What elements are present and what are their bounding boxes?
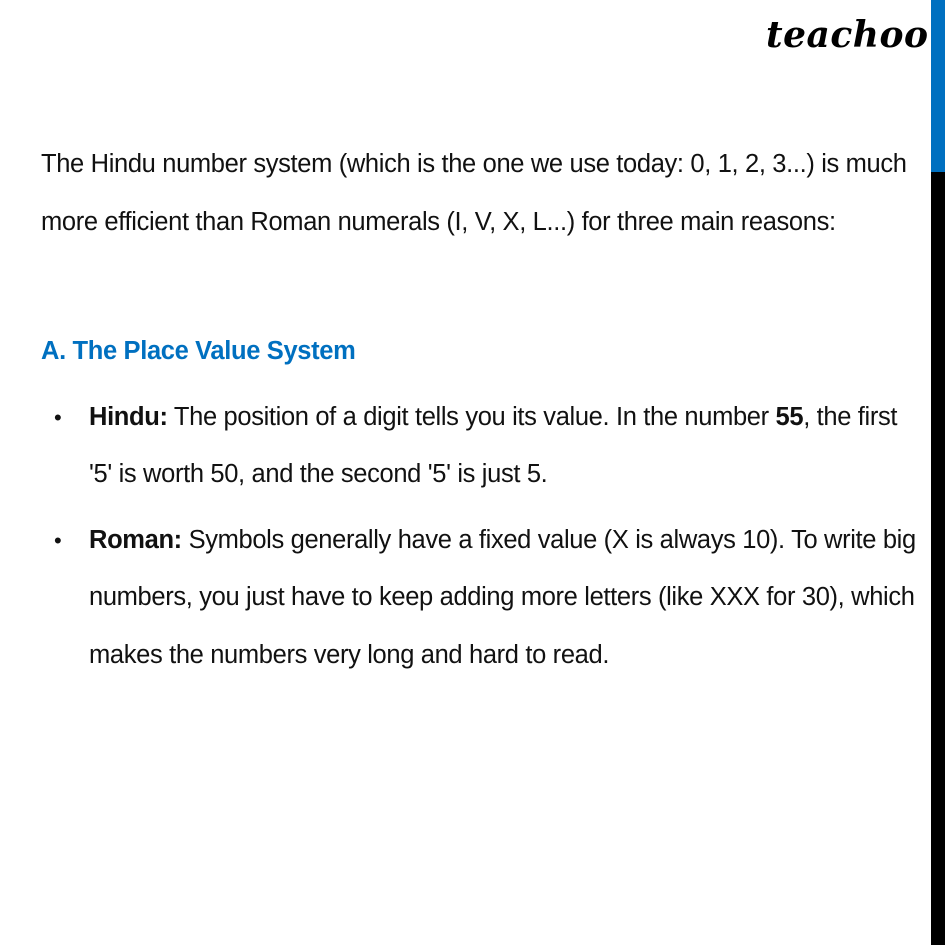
- bullet-highlight-number: 55: [775, 402, 804, 431]
- bullet-dot-icon: •: [54, 404, 62, 430]
- intro-paragraph: The Hindu number system (which is the one we use today: 0, 1, 2, 3...) is much more efficient than Roman numerals (I, V, X, L...) for three main reasons:: [41, 150, 907, 236]
- bullet-text: Symbols generally have a fixed value (X is always 10). To write big numbers, you just have to keep adding more letters (like XXX for 30), which makes the numbers very long and hard to read.: [89, 525, 916, 669]
- section-heading: A. The Place Value System: [41, 337, 356, 365]
- slide-content: [41, 136, 921, 692]
- slide-edge-bar: [931, 0, 945, 945]
- bullet-text: The position of a digit tells you its value. In the number: [167, 402, 776, 431]
- bullet-item-roman: [41, 512, 921, 685]
- bullet-text-continued: , the first '5' is worth 50, and the second '5' is just 5.: [89, 402, 898, 488]
- slide-edge-accent: [931, 0, 945, 172]
- bullet-label: Hindu:: [89, 402, 168, 431]
- bullet-list: [41, 389, 921, 685]
- teachoo-logo: teachoo: [766, 14, 929, 56]
- bullet-item-hindu: [41, 389, 921, 504]
- bullet-label: Roman:: [89, 525, 182, 554]
- bullet-dot-icon: •: [54, 527, 62, 553]
